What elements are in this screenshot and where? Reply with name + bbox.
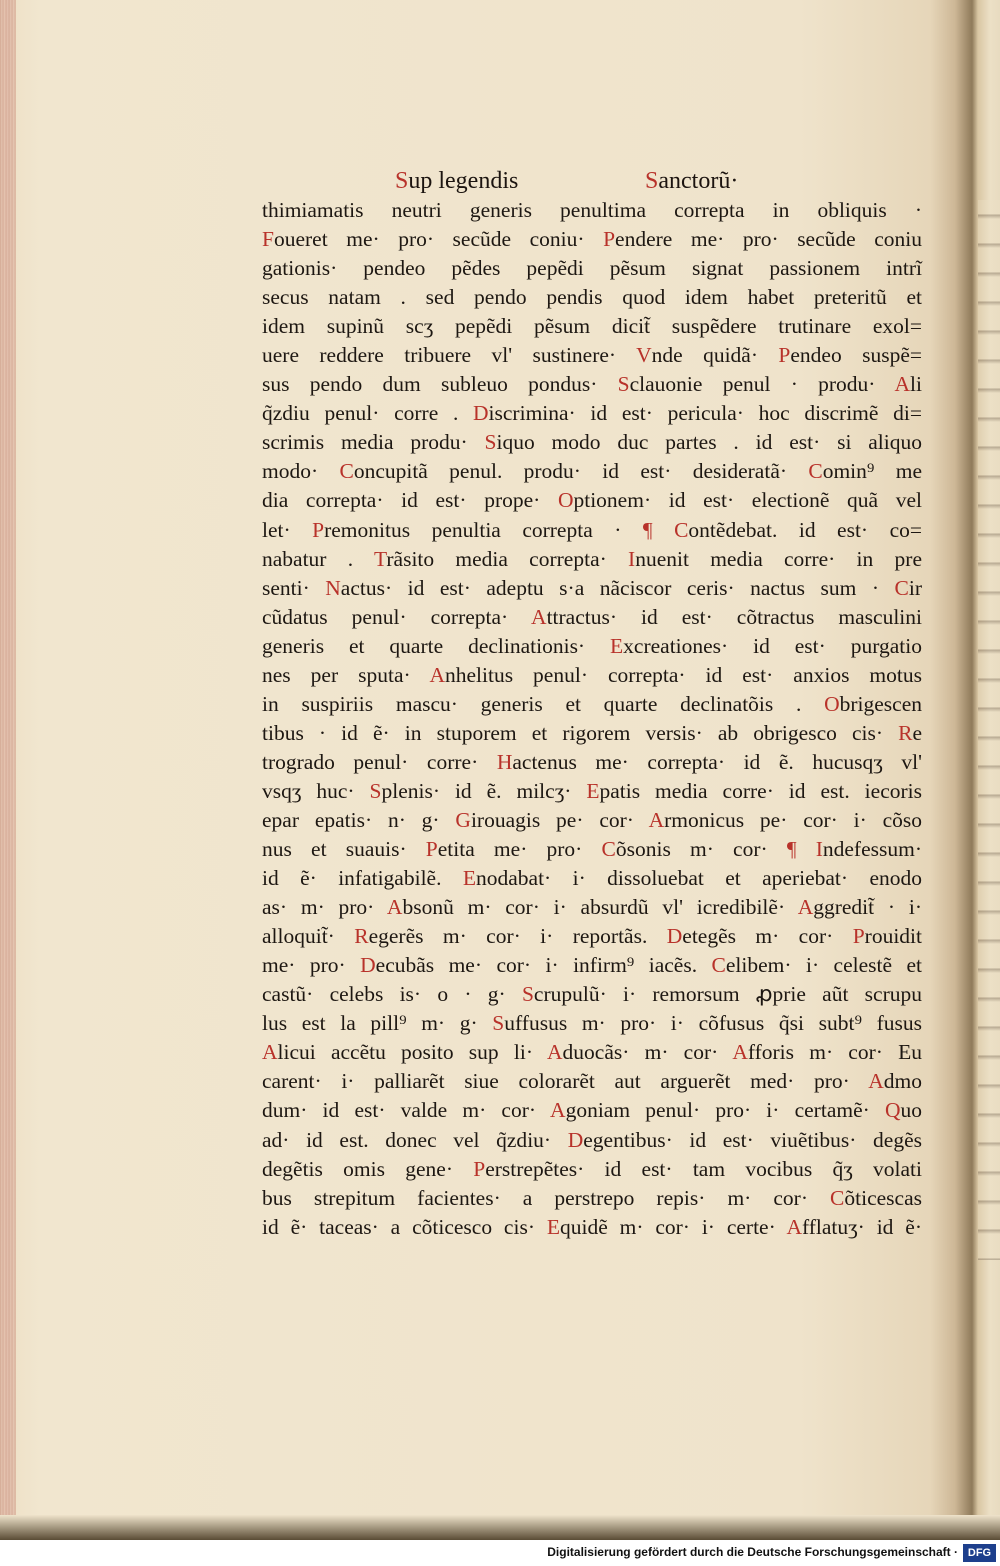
text-line — [262, 777, 922, 806]
rubricated-initial: P — [312, 517, 325, 542]
text-line — [262, 574, 922, 603]
text-segment: iscrimina· id est· pericula· hoc discrimẽ di= — [488, 401, 922, 426]
text-line — [262, 1009, 922, 1038]
rubricated-initial: E — [610, 633, 624, 658]
text-segment: õticescas — [844, 1185, 922, 1210]
facing-page-strip — [978, 200, 1000, 1260]
text-segment: etegẽs m· cor· — [682, 924, 853, 949]
text-line — [262, 370, 922, 399]
text-segment: nodabat· i· dissoluebat et aperiebat· enodo — [476, 866, 922, 891]
text-segment: generis et quarte declinationis· — [262, 633, 611, 658]
text-segment: secus natam . sed pendo pendis quod idem habet preteritũ et — [262, 285, 922, 310]
text-line — [262, 690, 922, 719]
rubricated-initial: A — [262, 1040, 278, 1065]
rubricated-initial: E — [546, 1214, 560, 1239]
text-segment: quidẽ m· cor· i· certe· — [559, 1214, 787, 1239]
rubricated-initial: T — [373, 546, 387, 571]
rubricated-initial: S — [617, 372, 630, 397]
rubricated-initial: D — [473, 401, 489, 426]
text-segment: castũ· celebs is· o · g· — [262, 982, 522, 1007]
text-segment: bus strepitum facientes· a perstrepo repis· m· cor· — [262, 1185, 831, 1210]
rubricated-initial: G — [455, 807, 471, 832]
rubricated-initial: P — [852, 924, 865, 949]
text-segment: plenis· id ẽ. milcʒ· — [381, 778, 587, 803]
text-segment: fflatuʒ· id ẽ· — [801, 1214, 922, 1239]
text-segment: cũdatus penul· correpta· — [262, 604, 532, 629]
text-segment: xcreationes· id est· purgatio — [623, 633, 922, 658]
text-segment: uo — [900, 1098, 922, 1123]
text-segment: ir — [908, 575, 922, 600]
text-line — [262, 719, 922, 748]
rubricated-initial: C — [711, 953, 726, 978]
text-segment: elibem· i· celestẽ et — [725, 953, 922, 978]
text-line — [262, 516, 922, 545]
text-line — [262, 254, 922, 283]
page-bottom-shadow — [0, 1515, 1000, 1540]
text-line — [262, 225, 922, 254]
text-segment: li — [910, 372, 922, 397]
text-line — [262, 312, 922, 341]
rubricated-initial: E — [462, 866, 476, 891]
text-segment: thimiamatis neutri generis penultima correpta in obliquis · — [262, 198, 922, 222]
text-line — [262, 1067, 922, 1096]
text-segment: vsqʒ huc· — [262, 778, 370, 803]
rubricated-initial: A — [531, 604, 547, 629]
text-segment: rãsito media correpta· — [386, 546, 629, 571]
text-line — [262, 603, 922, 632]
text-segment: egerẽs m· cor· i· reportãs. — [368, 924, 667, 949]
text-segment: erstrepẽtes· id est· tam vocibus q̃ʒ volati — [485, 1156, 922, 1181]
text-segment: modo· — [262, 459, 340, 484]
rubricated-initial: C — [894, 575, 909, 600]
text-line — [262, 864, 922, 893]
rubricated-initial: I — [628, 546, 636, 571]
text-segment: in suspiriis mascu· generis et quarte declinatõis . — [262, 691, 825, 716]
text-line — [262, 835, 922, 864]
rubricated-initial: A — [797, 895, 814, 920]
rubricated-initial: S — [521, 982, 534, 1007]
text-segment: iquo modo duc partes . id est· si aliquo — [496, 430, 923, 455]
rubricated-initial: A — [894, 372, 911, 397]
text-segment: goniam penul· pro· i· certamẽ· — [565, 1098, 885, 1123]
text-block — [262, 196, 922, 1242]
text-segment: carent· i· palliarẽt siue colorarẽt aut arguerẽt med· pro· — [262, 1069, 869, 1094]
text-segment: rouidit — [864, 924, 923, 949]
text-segment: q̃zdiu penul· corre . — [262, 401, 474, 426]
header-right: Sanctorũ· — [645, 168, 739, 194]
rubricated-initial: C — [830, 1185, 845, 1210]
text-line — [262, 1126, 922, 1155]
text-segment: as· m· pro· — [262, 895, 387, 920]
rubricated-initial: S — [492, 1011, 505, 1036]
text-segment: omin⁹ me — [822, 459, 922, 484]
rubricated-initial: A — [868, 1069, 884, 1094]
header-right-text: anctorũ· — [658, 168, 739, 194]
text-segment: e — [912, 720, 922, 745]
rubricated-initial: P — [473, 1156, 486, 1181]
rubricated-initial: E — [586, 778, 600, 803]
text-segment: crupulũ· i· remorsum ꝓprie aũt scrupu — [533, 982, 923, 1007]
funding-note: Digitalisierung gefördert durch die Deutsche Forschungsgemeinschaft · — [547, 1545, 958, 1559]
rubricated-initial: N — [325, 575, 341, 600]
text-segment: licui accẽtu posito sup li· — [277, 1040, 547, 1065]
rubricated-initial: A — [429, 662, 445, 687]
rubricated-initial: C — [808, 459, 823, 484]
text-segment: ad· id est. donec vel q̃zdiu· — [262, 1127, 568, 1152]
text-line — [262, 748, 922, 777]
text-line — [262, 1038, 922, 1067]
text-line — [262, 951, 922, 980]
text-segment: rmonicus pe· cor· i· cõso — [664, 807, 923, 832]
text-line — [262, 806, 922, 835]
text-segment: brigescen — [839, 691, 922, 716]
text-segment: dum· id est· valde m· cor· — [262, 1098, 551, 1123]
text-segment: let· — [262, 517, 313, 542]
rubricated-initial: ¶ I — [786, 837, 823, 862]
text-segment: bsonũ m· cor· i· absurdũ vl' icredibilẽ· — [402, 895, 798, 920]
text-segment: dmo — [883, 1069, 922, 1094]
text-line — [262, 1155, 922, 1184]
text-segment: ndefessum· — [822, 837, 923, 862]
text-segment: endere me· pro· secũde coniu — [615, 227, 922, 252]
text-line — [262, 1096, 922, 1125]
text-segment: nes per sputa· — [262, 662, 430, 687]
text-line — [262, 196, 922, 225]
text-line — [262, 632, 922, 661]
text-segment: alloquit̃· — [262, 924, 355, 949]
text-segment: irouagis pe· cor· — [470, 807, 649, 832]
text-segment: trogrado penul· corre· — [262, 749, 497, 774]
rubricated-initial: V — [636, 343, 652, 368]
text-line — [262, 980, 922, 1009]
text-segment: oncupitã penul. produ· id est· desideratã· — [353, 459, 809, 484]
text-segment: fforis m· cor· Eu — [747, 1040, 923, 1065]
rubricated-initial: D — [360, 953, 376, 978]
rubricated-initial: F — [262, 227, 274, 252]
text-segment: ecubãs me· cor· i· infirm⁹ iacẽs. — [375, 953, 712, 978]
text-line — [262, 428, 922, 457]
text-line — [262, 283, 922, 312]
rubricated-initial: A — [732, 1040, 748, 1065]
rubricated-initial: P — [778, 343, 791, 368]
rubricated-initial: A — [386, 895, 403, 920]
text-segment: actenus me· correpta· id ẽ. hucusqʒ vl' — [512, 749, 923, 774]
text-segment: uere reddere tribuere vl' sustinere· — [262, 343, 637, 368]
rubricated-initial: Q — [884, 1098, 901, 1123]
rubricated-initial: C — [601, 837, 616, 862]
text-segment: gationis· pendeo pẽdes pepẽdi pẽsum signat passionem intrĩ — [262, 256, 922, 281]
text-segment: remonitus penultia correpta · — [324, 517, 643, 542]
text-line — [262, 457, 922, 486]
text-segment: id ẽ· taceas· a cõticesco cis· — [262, 1214, 547, 1239]
rubricated-initial: H — [496, 749, 513, 774]
text-line — [262, 486, 922, 515]
text-segment: ontẽdebat. id est· co= — [688, 517, 922, 542]
text-line — [262, 661, 922, 690]
text-segment: oueret me· pro· secũde coniu· — [273, 227, 604, 252]
text-segment: nhelitus penul· correpta· id est· anxios motus — [444, 662, 922, 687]
text-segment: tibus · id ẽ· in stuporem et rigorem versis· ab obrigesco cis· — [262, 720, 899, 745]
text-segment: nuenit media corre· in pre — [635, 546, 922, 571]
page-edges — [0, 0, 16, 1540]
text-segment: clauonie penul · produ· — [629, 372, 895, 397]
rubricated-initial: A — [547, 1040, 563, 1065]
text-segment: ptionem· id est· electionẽ quã vel — [573, 488, 922, 513]
text-segment: ttractus· id est· cõtractus masculini — [546, 604, 923, 629]
text-segment: duocãs· m· cor· — [562, 1040, 733, 1065]
rubricated-initial: O — [557, 488, 574, 513]
rubricated-initial: A — [648, 807, 665, 832]
text-segment: ggredit̃ · i· — [813, 895, 922, 920]
text-segment: me· pro· — [262, 953, 361, 978]
rubricated-initial: D — [666, 924, 683, 949]
text-segment: sus pendo dum subleuo pondus· — [262, 372, 618, 397]
text-segment: degẽtis omis gene· — [262, 1156, 474, 1181]
text-segment: õsonis m· cor· — [615, 837, 787, 862]
text-segment: etita me· pro· — [437, 837, 602, 862]
text-line — [262, 341, 922, 370]
rubricated-initial: ¶ C — [642, 517, 689, 542]
text-segment: epar epatis· n· g· — [262, 807, 456, 832]
rubricated-initial: D — [567, 1127, 584, 1152]
text-segment: nabatur . — [262, 546, 374, 571]
header-left-text: up legendis — [408, 168, 519, 194]
text-segment: uffusus m· pro· i· cõfusus q̃si subt⁹ fusus — [504, 1011, 922, 1036]
rubricated-initial: P — [425, 837, 438, 862]
footer-bar — [0, 1540, 1000, 1566]
text-line — [262, 922, 922, 951]
header-left: Sup legendis — [395, 168, 519, 194]
text-segment: egentibus· id est· viuẽtibus· degẽs — [583, 1127, 922, 1152]
text-segment: dia correpta· id est· prope· — [262, 488, 558, 513]
dfg-logo: DFG — [963, 1544, 996, 1562]
text-line — [262, 399, 922, 428]
text-segment: idem supinũ scʒ pepẽdi pẽsum dicit̃ suspẽdere trutinare exol= — [262, 314, 922, 339]
rubricated-initial: P — [603, 227, 616, 252]
rubricated-initial: C — [339, 459, 354, 484]
rubricated-initial: A — [786, 1214, 802, 1239]
text-line — [262, 1184, 922, 1213]
rubricated-initial: O — [824, 691, 840, 716]
text-line — [262, 1213, 922, 1242]
text-segment: actus· id est· adeptu s·a nãciscor ceris· nactus sum · — [340, 575, 895, 600]
rubricated-initial: S — [484, 430, 497, 455]
text-segment: lus est la pill⁹ m· g· — [262, 1011, 493, 1036]
rubricated-initial: R — [354, 924, 369, 949]
text-segment: senti· — [262, 575, 326, 600]
text-segment: endeo suspẽ= — [790, 343, 922, 368]
running-header — [0, 168, 1000, 198]
text-segment: nus et suauis· — [262, 837, 426, 862]
text-segment: nde quidã· — [651, 343, 779, 368]
rubricated-initial: A — [550, 1098, 566, 1123]
rubricated-initial: S — [369, 778, 382, 803]
text-line — [262, 893, 922, 922]
rubricated-initial: R — [898, 720, 913, 745]
text-line — [262, 545, 922, 574]
text-segment: id ẽ· infatigabilẽ. — [262, 866, 463, 891]
text-segment: scrimis media produ· — [262, 430, 485, 455]
text-segment: patis media corre· id est. iecoris — [599, 778, 922, 803]
